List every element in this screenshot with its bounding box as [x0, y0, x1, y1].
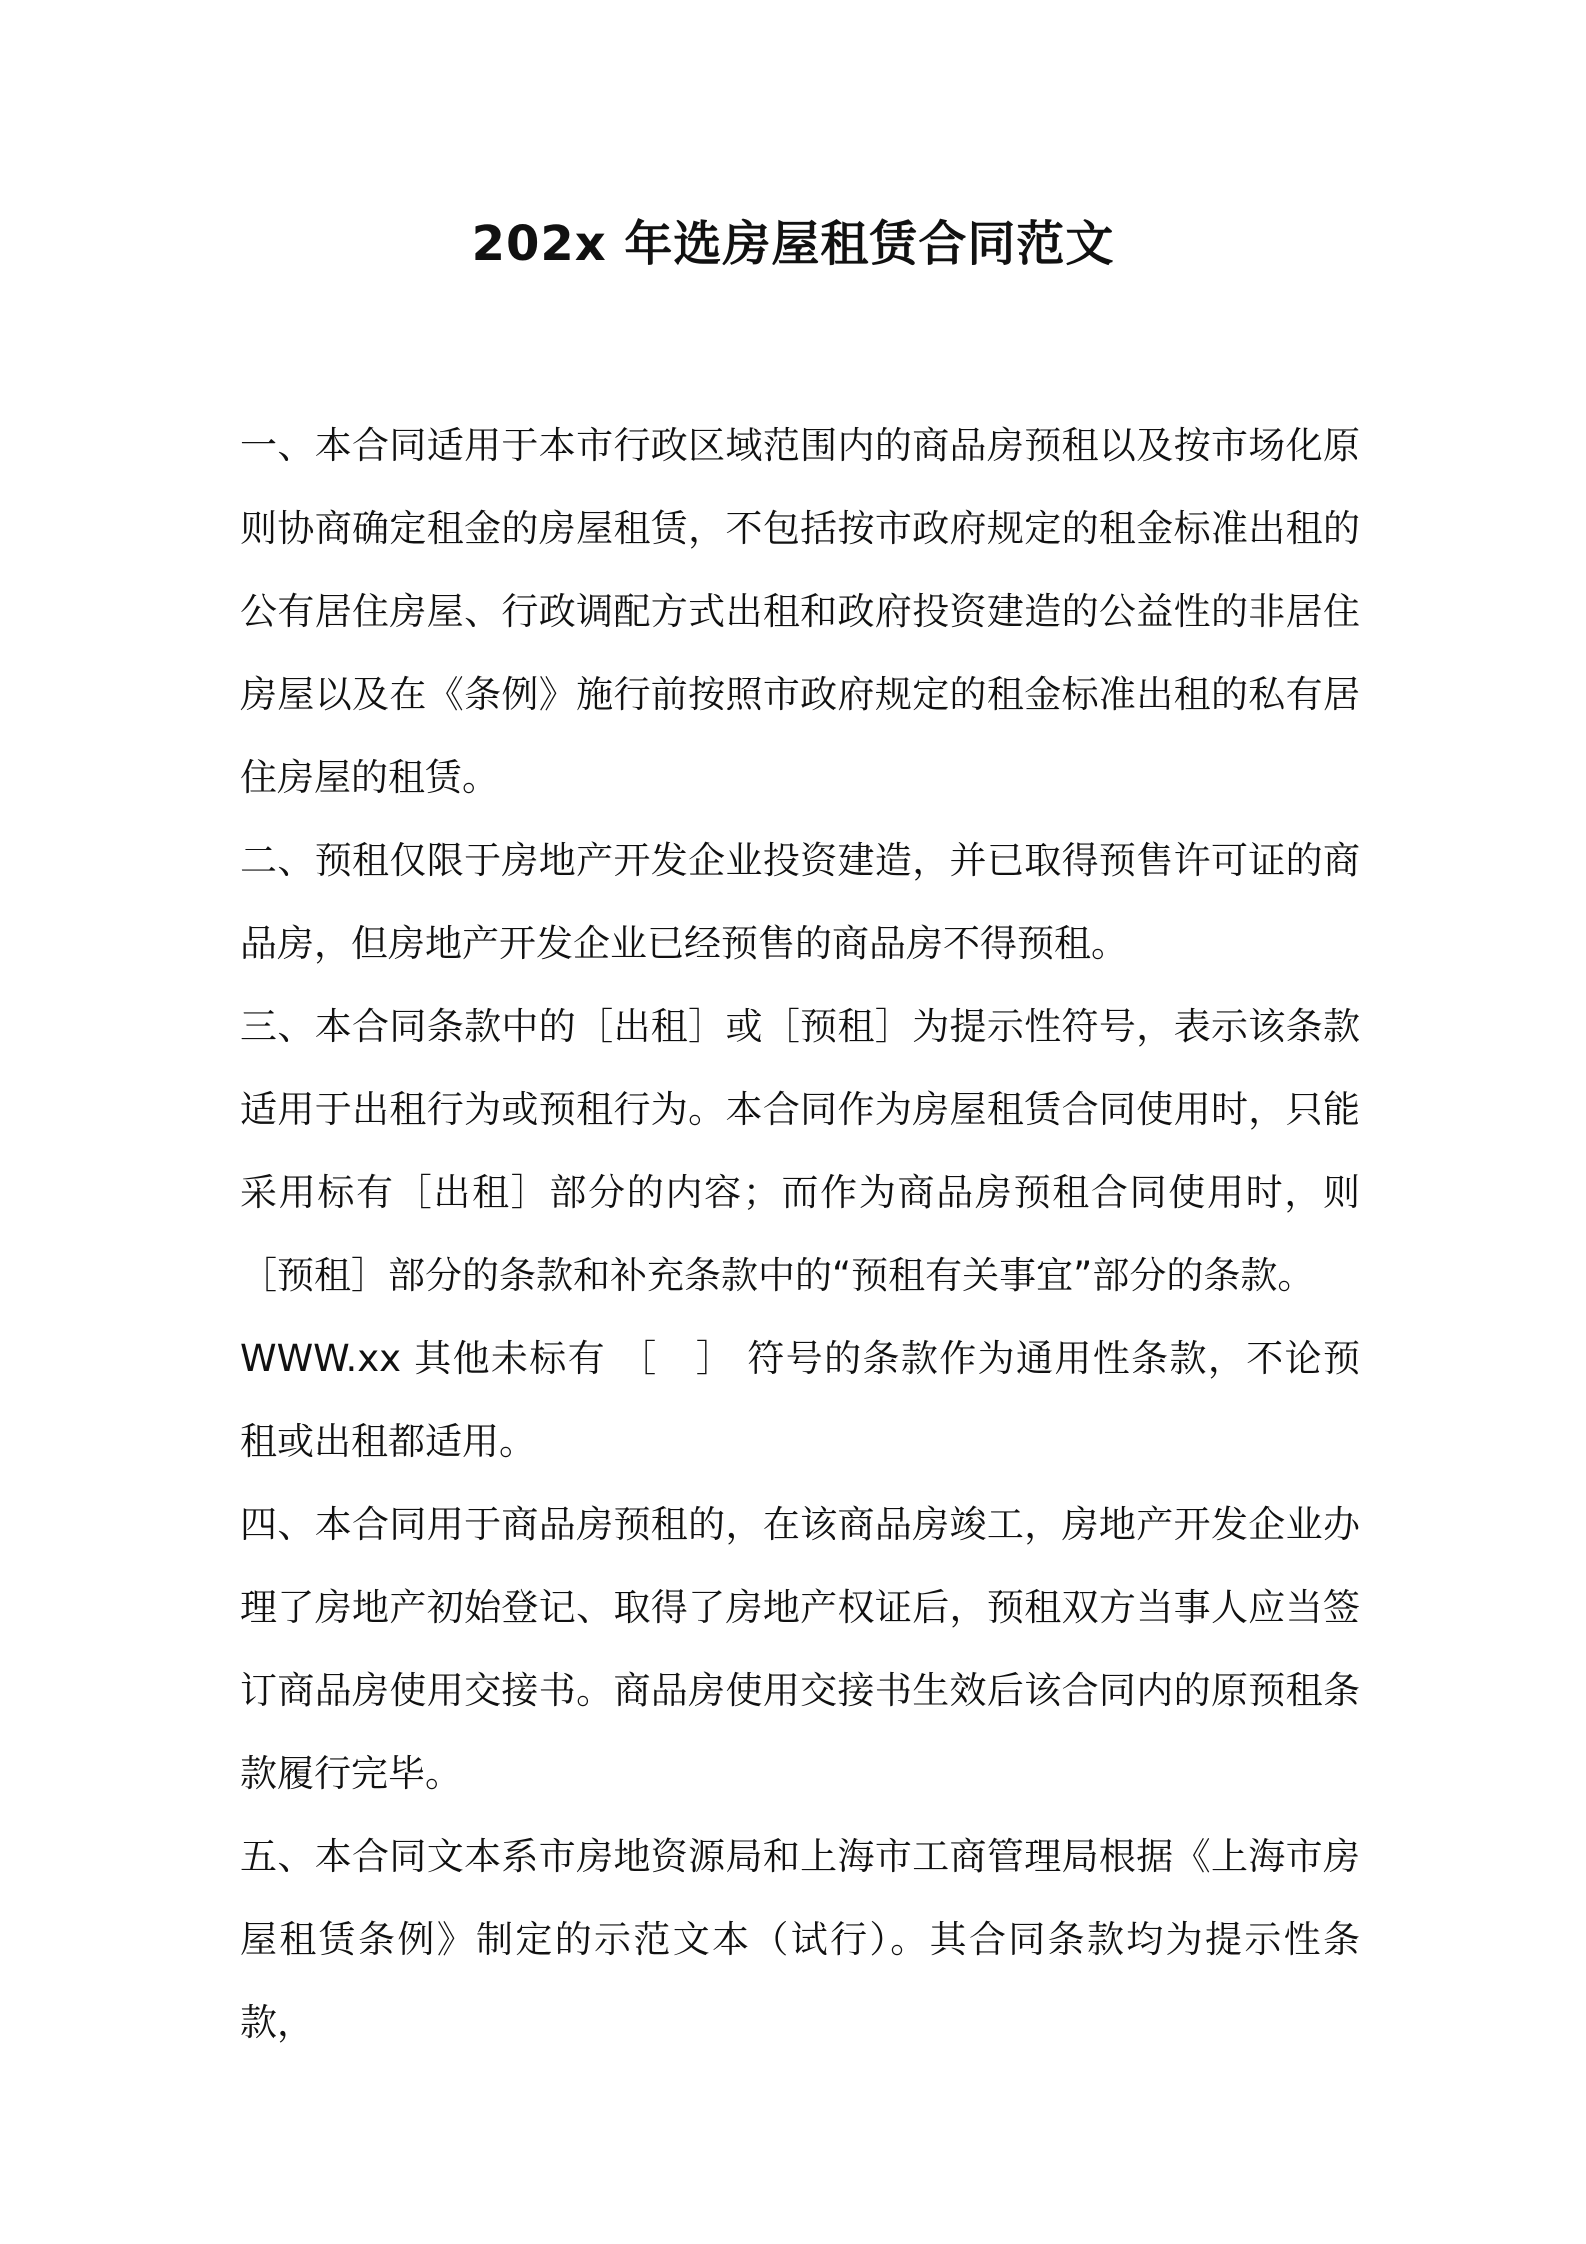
paragraph-3: 三、本合同条款中的［出租］或［预租］为提示性符号，表示该条款适用于出租行为或预租行为。本合同作为房屋租赁合同使用时，只能采用标有［出租］部分的内容；而作为商品房预租合同使用时，则［预租］部分的条款和补充条款中的“预租有关事宜”部分的条款。: [240, 1005, 1360, 1297]
document-title: 202x 年选房屋租赁合同范文: [471, 216, 1115, 272]
paragraph-6: 五、本合同文本系市房地资源局和上海市工商管理局根据《上海市房屋租赁条例》制定的示范文本（试行）。其合同条款均为提示性条款，: [240, 1835, 1360, 2044]
paragraph-2: 二、预租仅限于房地产开发企业投资建造，并已取得预售许可证的商品房，但房地产开发企业已经预售的商品房不得预租。: [240, 839, 1360, 965]
paragraph-4: WWW.xx 其他未标有 ［ ］ 符号的条款作为通用性条款，不论预租或出租都适用。: [240, 1337, 1360, 1463]
paragraph-1: 一、本合同适用于本市行政区域范围内的商品房预租以及按市场化原则协商确定租金的房屋租赁，不包括按市政府规定的租金标准出租的公有居住房屋、行政调配方式出租和政府投资建造的公益性的非居住房屋以及在《条例》施行前按照市政府规定的租金标准出租的私有居住房屋的租赁。: [240, 424, 1360, 799]
paragraph-5: 四、本合同用于商品房预租的，在该商品房竣工，房地产开发企业办理了房地产初始登记、取得了房地产权证后，预租双方当事人应当签订商品房使用交接书。商品房使用交接书生效后该合同内的原预租条款履行完毕。: [240, 1503, 1360, 1795]
document-body: [240, 404, 1360, 2064]
